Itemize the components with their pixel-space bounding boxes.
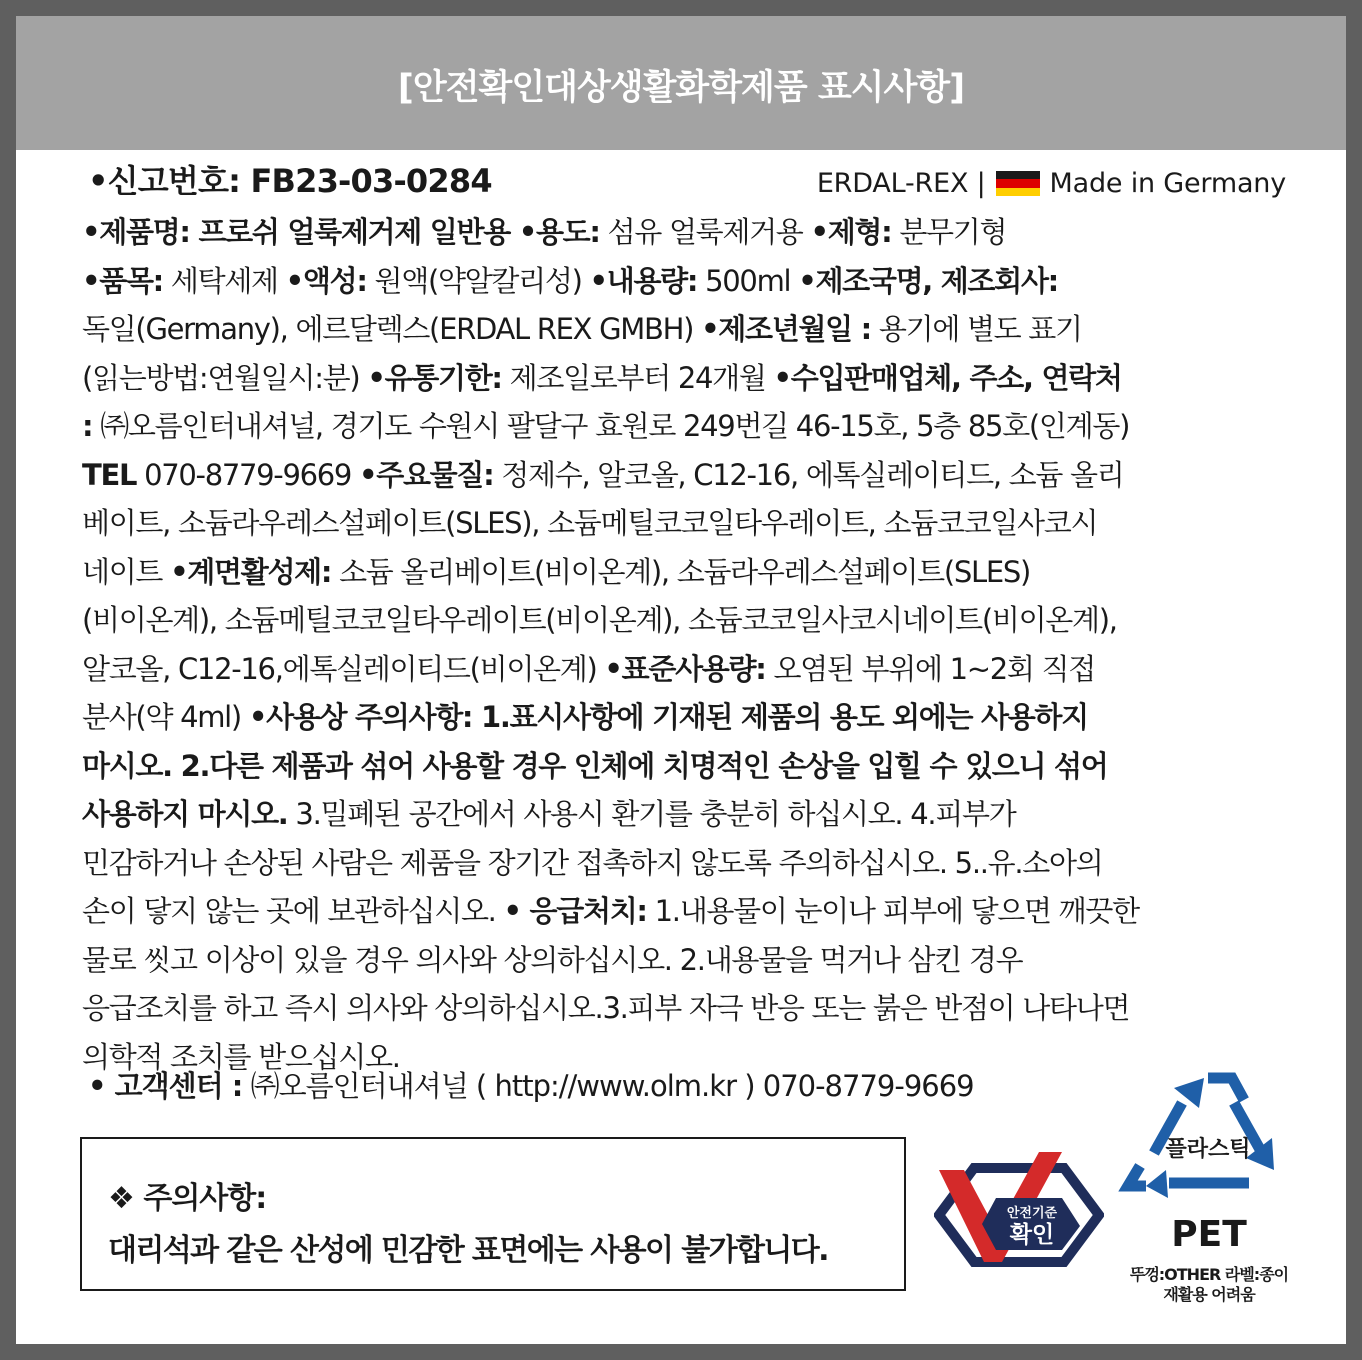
info-text: 070-8779-9669: [136, 457, 359, 492]
info-heading: :: [82, 409, 93, 443]
info-line: [82, 354, 1292, 403]
info-text: 세탁세제: [162, 263, 286, 298]
recycle-arrows-icon: [1104, 1058, 1314, 1208]
info-line: [82, 596, 1292, 645]
label-panel: [16, 16, 1346, 1344]
info-text: 정제수, 알코올, C12-16, 에톡실레이티드, 소듐 올리: [493, 457, 1124, 492]
info-line: [82, 693, 1292, 742]
info-text: 소듐 올리베이트(비이온계), 소듐라우레스설페이트(SLES): [331, 554, 1030, 589]
recycle-label: 플라스틱: [1165, 1137, 1251, 1162]
caution-box: [80, 1137, 906, 1291]
info-heading: •내용량:: [589, 263, 698, 298]
info-text: 독일(Germany), 에르달렉스(ERDAL REX GMBH): [82, 312, 702, 346]
info-text: 오염된 부위에 1~2회 직접: [765, 651, 1095, 686]
info-line: [82, 790, 1292, 839]
registration-label: •신고번호:: [88, 162, 241, 200]
germany-flag-icon: [996, 171, 1040, 197]
info-text: 응급조치를 하고 즉시 의사와 상의하십시오.3.피부 자극 반응 또는 붉은 반점이 나타나면: [82, 991, 1130, 1025]
info-line: [82, 257, 1292, 306]
info-text: 손이 닿지 않는 곳에 보관하십시오.: [82, 894, 504, 928]
info-heading: 마시오. 2.다른 제품과 섞어 사용할 경우 인체에 치명적인 손상을 입힐 수 있으니 섞어: [82, 748, 1108, 783]
info-text: 민감하거나 손상된 사람은 제품을 장기간 접촉하지 않도록 주의하십시오. 5..유.소아의: [82, 845, 1103, 880]
info-line: [82, 402, 1292, 451]
info-line: [82, 936, 1292, 985]
brand-origin: [817, 168, 1286, 199]
info-text: 물로 씻고 이상이 있을 경우 의사와 상의하십시오. 2.내용물을 먹거나 삼킨 경우: [82, 942, 1023, 977]
info-heading: •제조국명, 제조회사:: [798, 263, 1058, 298]
info-heading: •계면활성제:: [170, 554, 332, 589]
customer-center: [88, 1064, 974, 1105]
registration-number: [88, 156, 492, 202]
info-line: [82, 887, 1292, 936]
made-in-label: Made in Germany: [1049, 168, 1286, 199]
info-text: 3.밀폐된 공간에서 사용시 환기를 충분히 하십시오. 4.피부가: [287, 797, 1016, 831]
material-label: PET: [1171, 1214, 1247, 1255]
info-line: [82, 742, 1292, 791]
page-title: [안전확인대상생활화학제품 표시사항]: [397, 68, 965, 108]
header-bar: [16, 16, 1346, 150]
info-line: [82, 984, 1292, 1033]
info-line: [82, 305, 1292, 354]
info-text: (비이온계), 소듐메틸코코일타우레이트(비이온계), 소듐코코일사코시네이트(비이온계),: [82, 603, 1117, 637]
safety-mark-line2: 확인: [1009, 1222, 1055, 1248]
safety-mark-line1: 안전기준: [1006, 1206, 1058, 1221]
info-line: [82, 839, 1292, 888]
info-line: [82, 499, 1292, 548]
info-heading: 사용하지 마시오.: [82, 797, 288, 831]
recycle-note-line2: 재활용 어려움: [1163, 1285, 1255, 1304]
recycle-mark: [1104, 1058, 1314, 1308]
registration-value: FB23-03-0284: [250, 162, 492, 200]
info-heading: •제형:: [810, 215, 892, 249]
info-heading: • 응급처치:: [503, 894, 647, 928]
info-text: ㈜오름인터내셔널, 경기도 수원시 팔달구 효원로 249번길 46-15호, 5층 85호(인계동): [92, 409, 1130, 443]
info-text: 베이트, 소듐라우레스설페이트(SLES), 소듐메틸코코일타우레이트, 소듐코코일사코시: [82, 506, 1098, 540]
info-heading: •유통기한:: [367, 360, 502, 395]
info-text: 네이트: [82, 554, 171, 589]
info-heading: •액성:: [285, 263, 367, 298]
customer-center-value: ㈜오름인터내셔널 ( http://www.olm.kr ) 070-8779-9669: [242, 1069, 974, 1103]
info-line: [82, 548, 1292, 597]
info-text: (읽는방법:연월일시:분): [82, 360, 368, 395]
info-text: 용기에 별도 표기: [870, 312, 1082, 346]
info-text: 섬유 얼룩제거용: [599, 215, 811, 249]
info-heading: •제조년월일 :: [701, 312, 871, 346]
info-line: [82, 645, 1292, 694]
caution-title: ❖ 주의사항:: [108, 1181, 267, 1216]
info-heading: •제품명: 프로쉬 얼룩제거제 일반용: [82, 215, 510, 249]
info-text: 분사(약 4ml): [82, 700, 249, 734]
recycle-note-line1: 뚜껑:OTHER 라벨:종이: [1129, 1265, 1289, 1284]
info-heading: •품목:: [82, 263, 163, 298]
info-text: 알코올, C12-16,에톡실레이티드(비이온계): [82, 651, 605, 686]
info-text: 원액(약알칼리성): [366, 263, 590, 298]
brand-name: ERDAL-REX |: [816, 168, 986, 199]
info-heading: •수입판매업체, 주소, 연락처: [773, 360, 1122, 395]
info-line: [82, 208, 1292, 257]
info-text: 제조일로부터 24개월: [501, 360, 774, 395]
info-heading: •사용상 주의사항: 1.표시사항에 기재된 제품의 용도 외에는 사용하지: [248, 700, 1088, 734]
info-heading: •주요물질:: [359, 457, 494, 492]
info-text: 분무기형: [891, 215, 1007, 249]
info-text: 의학적 조치를 받으십시오.: [82, 1039, 400, 1074]
info-text: 500ml: [697, 263, 799, 298]
caution-body: 대리석과 같은 산성에 민감한 표면에는 사용이 불가합니다.: [108, 1233, 828, 1268]
info-line: [82, 451, 1292, 500]
info-heading: •용도:: [509, 215, 600, 249]
info-heading: •표준사용량:: [604, 651, 766, 686]
safety-check-mark-icon: [934, 1150, 1104, 1280]
info-text: 1.내용물이 눈이나 피부에 닿으면 깨끗한: [646, 894, 1139, 928]
customer-center-label: • 고객센터 :: [88, 1069, 243, 1103]
info-heading: TEL: [82, 457, 137, 492]
product-info-text: [82, 208, 1292, 1081]
